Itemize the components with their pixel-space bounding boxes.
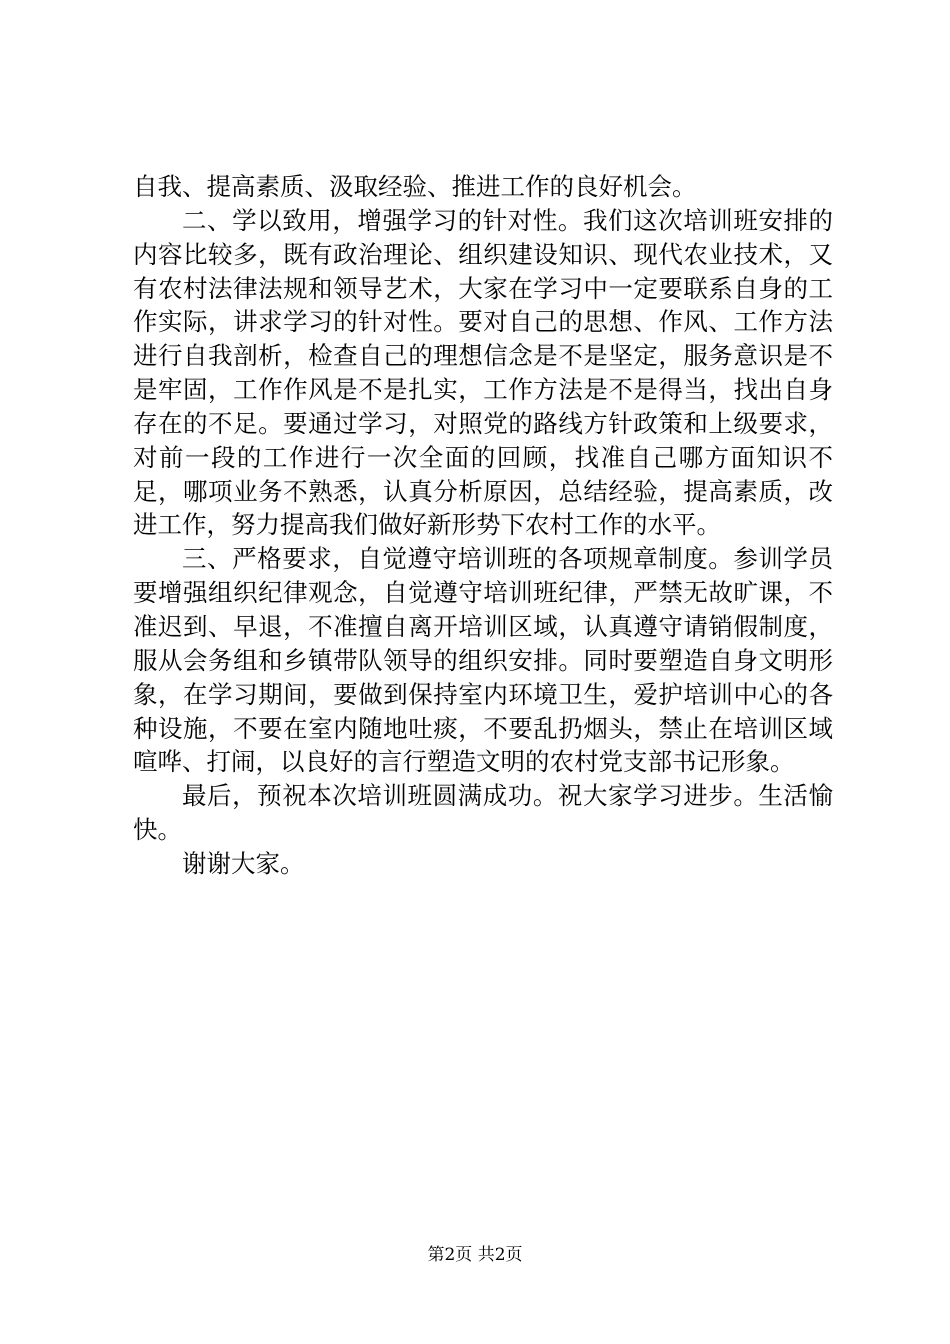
paragraph-thanks: 谢谢大家。 bbox=[182, 848, 305, 878]
page-number-label: 第2页 共2页 bbox=[427, 1245, 523, 1265]
paragraph-section-three: 三、严格要求，自觉遵守培训班的各项规章制度。参训学员要增强组织纪律观念，自觉遵守培训班纪律，严禁无故旷课，不准迟到、早退，不准擅自离开培训区域，认真遵守请销假制度，服从会务组和乡镇带队领导的组织安排。同时要塑造自身文明形象，在学习期间，要做到保持室内环境卫生，爱护培训中心的各种设施，不要在室内随地吐痰，不要乱扔烟头，禁止在培训区域喧哗、打闹，以良好的言行塑造文明的农村党支部书记形象。 bbox=[133, 544, 833, 777]
document-body bbox=[133, 170, 833, 881]
paragraph-section-two: 二、学以致用，增强学习的针对性。我们这次培训班安排的内容比较多，既有政治理论、组织建设知识、现代农业技术，又有农村法律法规和领导艺术，大家在学习中一定要联系自身的工作实际，讲求学习的针对性。要对自己的思想、作风、工作方法进行自我剖析，检查自己的理想信念是不是坚定，服务意识是不是牢固，工作作风是不是扎实，工作方法是不是得当，找出自身存在的不足。要通过学习，对照党的路线方针政策和上级要求，对前一段的工作进行一次全面的回顾，找准自己哪方面知识不足，哪项业务不熟悉，认真分析原因，总结经验，提高素质，改进工作，努力提高我们做好新形势下农村工作的水平。 bbox=[133, 205, 833, 540]
paragraph-closing-wishes: 最后，预祝本次培训班圆满成功。祝大家学习进步。生活愉快。 bbox=[133, 781, 833, 845]
paragraph-continuation: 自我、提高素质、汲取经验、推进工作的良好机会。 bbox=[133, 172, 697, 201]
page-footer bbox=[0, 1243, 950, 1267]
